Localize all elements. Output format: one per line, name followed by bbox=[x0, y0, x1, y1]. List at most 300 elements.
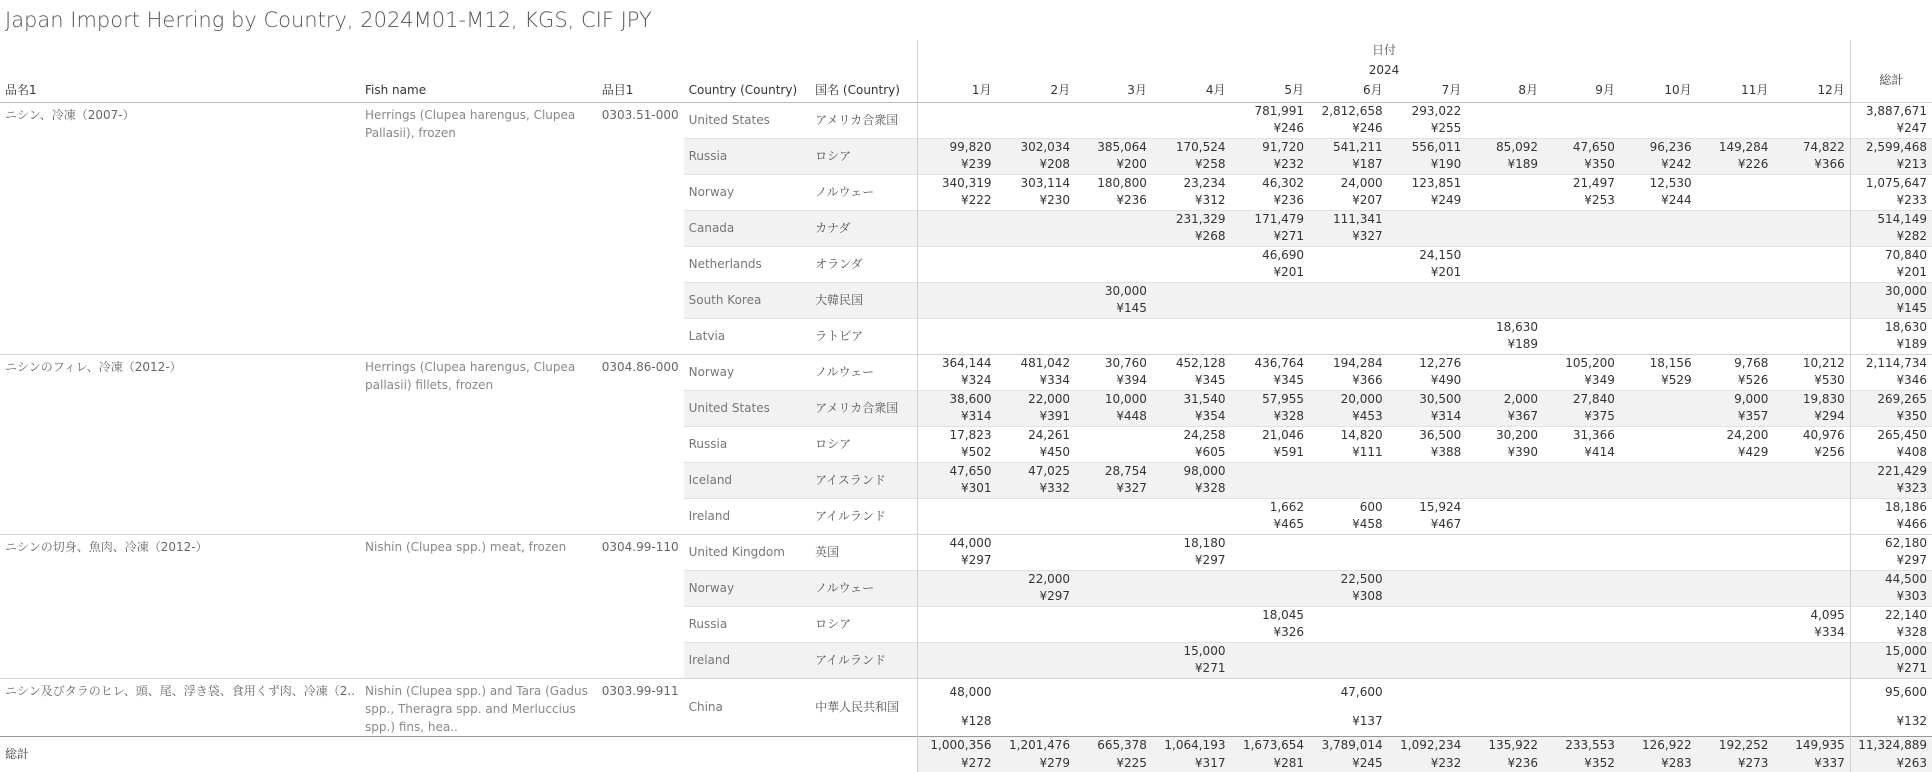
value-price[interactable] bbox=[918, 336, 997, 354]
value-price[interactable] bbox=[918, 120, 997, 138]
value-kgs[interactable] bbox=[1773, 210, 1850, 228]
value-price[interactable] bbox=[1773, 480, 1850, 498]
value-price[interactable] bbox=[1697, 624, 1774, 642]
value-price[interactable] bbox=[996, 228, 1075, 246]
country-jp-cell[interactable]: カナダ bbox=[810, 210, 918, 246]
value-kgs[interactable] bbox=[996, 642, 1075, 660]
value-kgs[interactable] bbox=[1466, 102, 1543, 120]
row-total-price[interactable]: ¥189 bbox=[1850, 336, 1932, 354]
value-kgs[interactable] bbox=[1620, 498, 1697, 516]
value-kgs[interactable] bbox=[1466, 570, 1543, 588]
value-kgs[interactable] bbox=[1773, 678, 1850, 707]
value-price[interactable] bbox=[1620, 660, 1697, 678]
value-kgs[interactable]: 48,000 bbox=[918, 678, 997, 707]
value-kgs[interactable]: 556,011 bbox=[1388, 138, 1467, 156]
value-kgs[interactable]: 14,820 bbox=[1309, 426, 1388, 444]
value-price[interactable]: ¥394 bbox=[1116, 373, 1147, 388]
value-kgs[interactable] bbox=[1309, 534, 1388, 552]
value-price[interactable] bbox=[1620, 300, 1697, 318]
value-price[interactable] bbox=[1466, 480, 1543, 498]
value-price[interactable] bbox=[1543, 480, 1620, 498]
value-price[interactable]: ¥232 bbox=[1230, 156, 1309, 174]
country-jp-cell[interactable]: オランダ bbox=[810, 246, 918, 282]
value-kgs[interactable]: 24,150 bbox=[1388, 246, 1467, 264]
value-price[interactable]: ¥375 bbox=[1543, 408, 1620, 426]
value-kgs[interactable] bbox=[1697, 282, 1774, 300]
value-price[interactable] bbox=[1543, 300, 1620, 318]
row-total-kgs[interactable]: 2,114,734 bbox=[1850, 354, 1932, 372]
country-cell[interactable]: Ireland bbox=[684, 642, 811, 678]
row-total-price[interactable]: ¥466 bbox=[1850, 516, 1932, 534]
value-price[interactable] bbox=[1075, 264, 1152, 282]
value-price[interactable] bbox=[1466, 300, 1543, 318]
value-price[interactable] bbox=[918, 228, 997, 246]
value-kgs[interactable] bbox=[1152, 570, 1231, 588]
value-price[interactable] bbox=[1773, 588, 1850, 606]
value-price[interactable] bbox=[1620, 707, 1697, 736]
value-price[interactable] bbox=[1230, 660, 1309, 678]
value-kgs[interactable] bbox=[996, 318, 1075, 336]
value-price[interactable] bbox=[1309, 552, 1388, 570]
value-price[interactable] bbox=[1543, 516, 1620, 534]
value-kgs[interactable]: 2,812,658 bbox=[1309, 102, 1388, 120]
value-kgs[interactable] bbox=[1466, 246, 1543, 264]
fish-name[interactable]: Herrings (Clupea harengus, Clupea pallasii) fillets, frozen bbox=[360, 354, 597, 534]
value-price[interactable] bbox=[1309, 480, 1388, 498]
row-total-kgs[interactable]: 221,429 bbox=[1850, 462, 1932, 480]
country-cell[interactable]: Netherlands bbox=[684, 246, 811, 282]
row-total-kgs[interactable]: 30,000 bbox=[1850, 282, 1932, 300]
value-kgs[interactable] bbox=[1152, 282, 1231, 300]
value-price[interactable] bbox=[1388, 707, 1467, 736]
value-kgs[interactable]: 18,156 bbox=[1620, 354, 1697, 372]
value-kgs[interactable]: 231,329 bbox=[1152, 210, 1231, 228]
country-cell[interactable]: United States bbox=[684, 102, 811, 138]
value-price[interactable] bbox=[996, 300, 1075, 318]
value-kgs[interactable] bbox=[1620, 534, 1697, 552]
value-kgs[interactable] bbox=[1466, 642, 1543, 660]
value-kgs[interactable] bbox=[1773, 102, 1850, 120]
col-header-name1[interactable]: 品名1 bbox=[0, 80, 360, 102]
value-kgs[interactable] bbox=[1697, 678, 1774, 707]
value-kgs[interactable]: 1,662 bbox=[1230, 498, 1309, 516]
value-price[interactable]: ¥297 bbox=[1194, 553, 1226, 568]
value-kgs[interactable] bbox=[1075, 498, 1152, 516]
fish-name[interactable]: Herrings (Clupea harengus, Clupea Pallasii), frozen bbox=[360, 102, 597, 354]
month-header-4[interactable]: 4月 bbox=[1152, 80, 1231, 102]
value-price[interactable]: ¥345 bbox=[1273, 373, 1305, 388]
value-kgs[interactable] bbox=[1543, 642, 1620, 660]
value-price[interactable] bbox=[1230, 300, 1309, 318]
value-price[interactable] bbox=[1309, 624, 1388, 642]
grand-kgs[interactable]: 135,922 bbox=[1466, 736, 1543, 754]
country-jp-cell[interactable]: ノルウェー bbox=[810, 354, 918, 390]
value-price[interactable] bbox=[1152, 588, 1231, 606]
value-price[interactable] bbox=[1697, 192, 1774, 210]
value-kgs[interactable] bbox=[918, 102, 997, 120]
value-kgs[interactable] bbox=[1620, 462, 1697, 480]
value-price[interactable] bbox=[1075, 444, 1152, 462]
row-total-kgs[interactable]: 18,186 bbox=[1850, 498, 1932, 516]
country-jp-cell[interactable]: ノルウェー bbox=[810, 570, 918, 606]
value-price[interactable] bbox=[1466, 120, 1543, 138]
value-price[interactable]: ¥327 bbox=[1075, 480, 1152, 498]
value-kgs[interactable] bbox=[1620, 606, 1697, 624]
value-kgs[interactable]: 4,095 bbox=[1773, 606, 1850, 624]
month-header-1[interactable]: 1月 bbox=[918, 80, 997, 102]
value-price[interactable] bbox=[1466, 588, 1543, 606]
value-kgs[interactable]: 111,341 bbox=[1309, 210, 1388, 228]
country-cell[interactable]: United States bbox=[684, 390, 811, 426]
value-kgs[interactable]: 74,822 bbox=[1773, 138, 1850, 156]
value-kgs[interactable] bbox=[996, 102, 1075, 120]
value-price[interactable]: ¥448 bbox=[1075, 408, 1152, 426]
value-price[interactable] bbox=[1230, 336, 1309, 354]
group-name[interactable]: ニシンのフィレ、冷凍（2012-） bbox=[0, 354, 360, 534]
value-price[interactable]: ¥201 bbox=[1273, 265, 1305, 280]
grand-kgs[interactable]: 149,935 bbox=[1773, 736, 1850, 754]
value-kgs[interactable]: 46,302 bbox=[1230, 174, 1309, 192]
grand-kgs[interactable]: 1,092,234 bbox=[1388, 736, 1467, 754]
grand-kgs[interactable]: 126,922 bbox=[1620, 736, 1697, 754]
value-price[interactable] bbox=[1075, 552, 1152, 570]
value-price[interactable] bbox=[1620, 408, 1697, 426]
value-kgs[interactable]: 436,764 bbox=[1230, 354, 1309, 372]
row-total-kgs[interactable]: 265,450 bbox=[1850, 426, 1932, 444]
value-kgs[interactable] bbox=[1620, 102, 1697, 120]
grand-kgs[interactable]: 1,000,356 bbox=[918, 736, 997, 754]
value-price[interactable]: ¥326 bbox=[1273, 625, 1305, 640]
row-total-kgs[interactable]: 3,887,671 bbox=[1850, 102, 1932, 120]
value-price[interactable]: ¥207 bbox=[1352, 193, 1383, 208]
value-price[interactable] bbox=[1697, 264, 1774, 282]
value-price[interactable] bbox=[1773, 660, 1850, 678]
value-kgs[interactable]: 47,650 bbox=[1543, 138, 1620, 156]
row-total-kgs[interactable]: 514,149 bbox=[1850, 210, 1932, 228]
value-price[interactable]: ¥236 bbox=[1273, 193, 1305, 208]
value-kgs[interactable] bbox=[1620, 282, 1697, 300]
value-price[interactable] bbox=[1620, 480, 1697, 498]
value-price[interactable] bbox=[1620, 120, 1697, 138]
country-cell[interactable]: Latvia bbox=[684, 318, 811, 354]
value-kgs[interactable] bbox=[1697, 534, 1774, 552]
value-kgs[interactable] bbox=[1309, 318, 1388, 336]
row-total-kgs[interactable]: 2,599,468 bbox=[1850, 138, 1932, 156]
value-kgs[interactable] bbox=[1388, 570, 1467, 588]
value-kgs[interactable]: 180,800 bbox=[1075, 174, 1152, 192]
value-kgs[interactable] bbox=[1543, 318, 1620, 336]
value-kgs[interactable]: 10,000 bbox=[1075, 390, 1152, 408]
value-price[interactable]: ¥271 bbox=[1230, 228, 1309, 246]
value-kgs[interactable] bbox=[1543, 210, 1620, 228]
value-price[interactable]: ¥242 bbox=[1620, 156, 1697, 174]
value-kgs[interactable] bbox=[1466, 534, 1543, 552]
value-kgs[interactable]: 96,236 bbox=[1620, 138, 1697, 156]
grand-kgs[interactable]: 1,201,476 bbox=[996, 736, 1075, 754]
value-kgs[interactable] bbox=[1620, 570, 1697, 588]
value-price[interactable] bbox=[1466, 660, 1543, 678]
value-kgs[interactable] bbox=[1152, 678, 1231, 707]
value-kgs[interactable]: 46,690 bbox=[1230, 246, 1309, 264]
value-kgs[interactable] bbox=[918, 318, 997, 336]
country-jp-cell[interactable]: ロシア bbox=[810, 606, 918, 642]
row-total-price[interactable]: ¥328 bbox=[1850, 624, 1932, 642]
value-kgs[interactable] bbox=[1075, 246, 1152, 264]
row-total-kgs[interactable]: 95,600 bbox=[1850, 678, 1932, 707]
value-price[interactable]: ¥354 bbox=[1152, 408, 1231, 426]
value-kgs[interactable] bbox=[1309, 246, 1388, 264]
value-price[interactable]: ¥314 bbox=[918, 408, 997, 426]
value-price[interactable] bbox=[1773, 192, 1850, 210]
value-kgs[interactable]: 30,200 bbox=[1466, 426, 1543, 444]
value-price[interactable]: ¥502 bbox=[918, 444, 997, 462]
value-price[interactable] bbox=[1075, 336, 1152, 354]
value-kgs[interactable]: 15,000 bbox=[1152, 642, 1231, 660]
country-jp-cell[interactable]: アイルランド bbox=[810, 642, 918, 678]
value-price[interactable]: ¥128 bbox=[918, 707, 997, 736]
value-kgs[interactable] bbox=[918, 246, 997, 264]
value-kgs[interactable] bbox=[996, 678, 1075, 707]
value-kgs[interactable]: 24,261 bbox=[996, 426, 1075, 444]
grand-price[interactable]: ¥232 bbox=[1388, 754, 1467, 772]
value-kgs[interactable] bbox=[1388, 462, 1467, 480]
country-cell[interactable]: Norway bbox=[684, 354, 811, 390]
country-cell[interactable]: Russia bbox=[684, 138, 811, 174]
country-jp-cell[interactable]: ラトビア bbox=[810, 318, 918, 354]
value-price[interactable] bbox=[1697, 480, 1774, 498]
value-kgs[interactable] bbox=[1773, 534, 1850, 552]
value-price[interactable]: ¥414 bbox=[1584, 445, 1615, 460]
row-total-kgs[interactable]: 62,180 bbox=[1850, 534, 1932, 552]
value-kgs[interactable] bbox=[1620, 246, 1697, 264]
value-price[interactable]: ¥301 bbox=[918, 480, 997, 498]
value-price[interactable] bbox=[1543, 707, 1620, 736]
value-kgs[interactable] bbox=[918, 570, 997, 588]
value-kgs[interactable] bbox=[1388, 318, 1467, 336]
value-kgs[interactable] bbox=[1075, 426, 1152, 444]
value-kgs[interactable] bbox=[1543, 678, 1620, 707]
country-jp-cell[interactable]: ロシア bbox=[810, 138, 918, 174]
value-price[interactable]: ¥366 bbox=[1773, 156, 1850, 174]
value-kgs[interactable]: 22,500 bbox=[1309, 570, 1388, 588]
country-cell[interactable]: South Korea bbox=[684, 282, 811, 318]
value-price[interactable] bbox=[1543, 588, 1620, 606]
value-kgs[interactable]: 170,524 bbox=[1152, 138, 1231, 156]
value-price[interactable]: ¥246 bbox=[1352, 121, 1383, 136]
value-price[interactable] bbox=[1773, 228, 1850, 246]
month-header-2[interactable]: 2月 bbox=[996, 80, 1075, 102]
value-kgs[interactable]: 44,000 bbox=[918, 534, 997, 552]
value-kgs[interactable] bbox=[1388, 210, 1467, 228]
value-kgs[interactable]: 18,180 bbox=[1152, 534, 1231, 552]
row-total-price[interactable]: ¥350 bbox=[1850, 408, 1932, 426]
value-price[interactable] bbox=[1697, 120, 1774, 138]
row-total-price[interactable]: ¥346 bbox=[1850, 372, 1932, 390]
value-kgs[interactable]: 781,991 bbox=[1230, 102, 1309, 120]
value-price[interactable]: ¥334 bbox=[1814, 625, 1845, 640]
country-cell[interactable]: Norway bbox=[684, 570, 811, 606]
grand-price[interactable]: ¥225 bbox=[1075, 754, 1152, 772]
row-total-kgs[interactable]: 22,140 bbox=[1850, 606, 1932, 624]
row-total-kgs[interactable]: 15,000 bbox=[1850, 642, 1932, 660]
value-kgs[interactable] bbox=[1152, 246, 1231, 264]
value-price[interactable] bbox=[1230, 588, 1309, 606]
value-kgs[interactable]: 2,000 bbox=[1466, 390, 1543, 408]
value-price[interactable] bbox=[996, 624, 1075, 642]
value-kgs[interactable] bbox=[1466, 282, 1543, 300]
value-price[interactable]: ¥246 bbox=[1273, 121, 1305, 136]
country-jp-cell[interactable]: 英国 bbox=[810, 534, 918, 570]
value-price[interactable]: ¥294 bbox=[1773, 408, 1850, 426]
value-price[interactable] bbox=[996, 660, 1075, 678]
value-kgs[interactable] bbox=[1388, 534, 1467, 552]
value-price[interactable] bbox=[1543, 624, 1620, 642]
value-kgs[interactable] bbox=[1543, 462, 1620, 480]
value-price[interactable] bbox=[1697, 660, 1774, 678]
value-price[interactable] bbox=[1543, 264, 1620, 282]
row-total-price[interactable]: ¥271 bbox=[1850, 660, 1932, 678]
value-kgs[interactable] bbox=[1075, 102, 1152, 120]
value-price[interactable]: ¥200 bbox=[1075, 156, 1152, 174]
value-price[interactable] bbox=[1152, 624, 1231, 642]
value-kgs[interactable] bbox=[1620, 642, 1697, 660]
row-total-price[interactable]: ¥323 bbox=[1850, 480, 1932, 498]
value-price[interactable] bbox=[1697, 336, 1774, 354]
country-cell[interactable]: Norway bbox=[684, 174, 811, 210]
value-kgs[interactable]: 30,760 bbox=[1075, 354, 1152, 372]
grand-total-price[interactable]: ¥263 bbox=[1850, 754, 1932, 772]
value-kgs[interactable]: 293,022 bbox=[1388, 102, 1467, 120]
value-price[interactable] bbox=[1466, 228, 1543, 246]
value-price[interactable]: ¥253 bbox=[1584, 193, 1615, 208]
value-kgs[interactable] bbox=[1466, 354, 1543, 372]
row-total-price[interactable]: ¥408 bbox=[1850, 444, 1932, 462]
value-kgs[interactable] bbox=[1697, 318, 1774, 336]
value-kgs[interactable] bbox=[1075, 570, 1152, 588]
value-kgs[interactable] bbox=[918, 606, 997, 624]
value-kgs[interactable] bbox=[1697, 606, 1774, 624]
value-price[interactable] bbox=[1466, 516, 1543, 534]
value-price[interactable] bbox=[1620, 264, 1697, 282]
value-kgs[interactable]: 27,840 bbox=[1543, 390, 1620, 408]
row-total-price[interactable]: ¥145 bbox=[1850, 300, 1932, 318]
month-header-10[interactable]: 10月 bbox=[1620, 80, 1697, 102]
value-kgs[interactable]: 21,497 bbox=[1543, 174, 1620, 192]
value-kgs[interactable]: 22,000 bbox=[996, 390, 1075, 408]
value-kgs[interactable] bbox=[1388, 678, 1467, 707]
value-kgs[interactable] bbox=[1697, 642, 1774, 660]
value-price[interactable] bbox=[1773, 552, 1850, 570]
col-header-item[interactable]: 品目1 bbox=[597, 80, 684, 102]
value-price[interactable] bbox=[1773, 336, 1850, 354]
value-kgs[interactable] bbox=[1230, 318, 1309, 336]
value-price[interactable]: ¥249 bbox=[1430, 193, 1462, 208]
value-kgs[interactable]: 24,200 bbox=[1697, 426, 1774, 444]
value-kgs[interactable] bbox=[1543, 498, 1620, 516]
value-kgs[interactable] bbox=[1543, 606, 1620, 624]
grand-price[interactable]: ¥272 bbox=[918, 754, 997, 772]
value-kgs[interactable] bbox=[996, 498, 1075, 516]
value-kgs[interactable] bbox=[1697, 246, 1774, 264]
value-kgs[interactable]: 47,650 bbox=[918, 462, 997, 480]
value-kgs[interactable]: 149,284 bbox=[1697, 138, 1774, 156]
value-kgs[interactable] bbox=[1697, 102, 1774, 120]
country-cell[interactable]: Canada bbox=[684, 210, 811, 246]
value-price[interactable] bbox=[1388, 660, 1467, 678]
value-price[interactable] bbox=[1697, 707, 1774, 736]
group-name[interactable]: ニシン及びタラのヒレ、頭、尾、浮き袋、食用くず肉、冷凍（2.. bbox=[0, 678, 360, 736]
row-total-kgs[interactable]: 269,265 bbox=[1850, 390, 1932, 408]
value-kgs[interactable]: 123,851 bbox=[1388, 174, 1467, 192]
value-kgs[interactable]: 12,276 bbox=[1388, 354, 1467, 372]
row-total-kgs[interactable]: 18,630 bbox=[1850, 318, 1932, 336]
value-kgs[interactable] bbox=[1230, 678, 1309, 707]
value-kgs[interactable]: 171,479 bbox=[1230, 210, 1309, 228]
value-kgs[interactable] bbox=[918, 282, 997, 300]
country-cell[interactable]: Russia bbox=[684, 606, 811, 642]
value-price[interactable]: ¥327 bbox=[1309, 228, 1388, 246]
value-price[interactable]: ¥190 bbox=[1388, 156, 1467, 174]
value-price[interactable] bbox=[1620, 552, 1697, 570]
month-header-7[interactable]: 7月 bbox=[1388, 80, 1467, 102]
grand-kgs[interactable]: 233,553 bbox=[1543, 736, 1620, 754]
value-price[interactable] bbox=[1543, 336, 1620, 354]
country-cell[interactable]: Iceland bbox=[684, 462, 811, 498]
grand-price[interactable]: ¥352 bbox=[1543, 754, 1620, 772]
grand-price[interactable]: ¥283 bbox=[1620, 754, 1697, 772]
value-price[interactable]: ¥388 bbox=[1430, 445, 1462, 460]
country-jp-cell[interactable]: ノルウェー bbox=[810, 174, 918, 210]
value-kgs[interactable] bbox=[1466, 678, 1543, 707]
value-kgs[interactable] bbox=[1075, 210, 1152, 228]
value-price[interactable] bbox=[918, 300, 997, 318]
value-kgs[interactable] bbox=[1773, 498, 1850, 516]
value-price[interactable]: ¥429 bbox=[1737, 445, 1769, 460]
value-kgs[interactable]: 30,000 bbox=[1075, 282, 1152, 300]
value-price[interactable]: ¥591 bbox=[1273, 445, 1305, 460]
grand-total-label[interactable]: 総計 bbox=[0, 736, 918, 772]
row-total-price[interactable]: ¥303 bbox=[1850, 588, 1932, 606]
value-price[interactable]: ¥490 bbox=[1430, 373, 1462, 388]
value-price[interactable] bbox=[996, 120, 1075, 138]
value-price[interactable] bbox=[996, 707, 1075, 736]
month-header-8[interactable]: 8月 bbox=[1466, 80, 1543, 102]
col-header-fish[interactable]: Fish name bbox=[360, 80, 597, 102]
value-kgs[interactable] bbox=[1543, 282, 1620, 300]
item-code[interactable]: 0303.51-000 bbox=[597, 102, 684, 354]
row-total-price[interactable]: ¥132 bbox=[1850, 707, 1932, 736]
value-kgs[interactable]: 36,500 bbox=[1388, 426, 1467, 444]
value-kgs[interactable] bbox=[1309, 642, 1388, 660]
value-kgs[interactable]: 47,025 bbox=[996, 462, 1075, 480]
value-kgs[interactable] bbox=[1620, 210, 1697, 228]
row-total-price[interactable]: ¥201 bbox=[1850, 264, 1932, 282]
country-jp-cell[interactable]: アイスランド bbox=[810, 462, 918, 498]
value-price[interactable] bbox=[996, 516, 1075, 534]
value-kgs[interactable] bbox=[1773, 642, 1850, 660]
item-code[interactable]: 0303.99-911 bbox=[597, 678, 684, 736]
value-kgs[interactable] bbox=[1152, 606, 1231, 624]
value-kgs[interactable]: 18,630 bbox=[1466, 318, 1543, 336]
value-price[interactable]: ¥312 bbox=[1194, 193, 1226, 208]
value-kgs[interactable]: 15,924 bbox=[1388, 498, 1467, 516]
grand-price[interactable]: ¥281 bbox=[1230, 754, 1309, 772]
value-kgs[interactable]: 303,114 bbox=[996, 174, 1075, 192]
value-kgs[interactable]: 194,284 bbox=[1309, 354, 1388, 372]
value-kgs[interactable]: 22,000 bbox=[996, 570, 1075, 588]
value-price[interactable]: ¥271 bbox=[1152, 660, 1231, 678]
value-price[interactable]: ¥314 bbox=[1388, 408, 1467, 426]
